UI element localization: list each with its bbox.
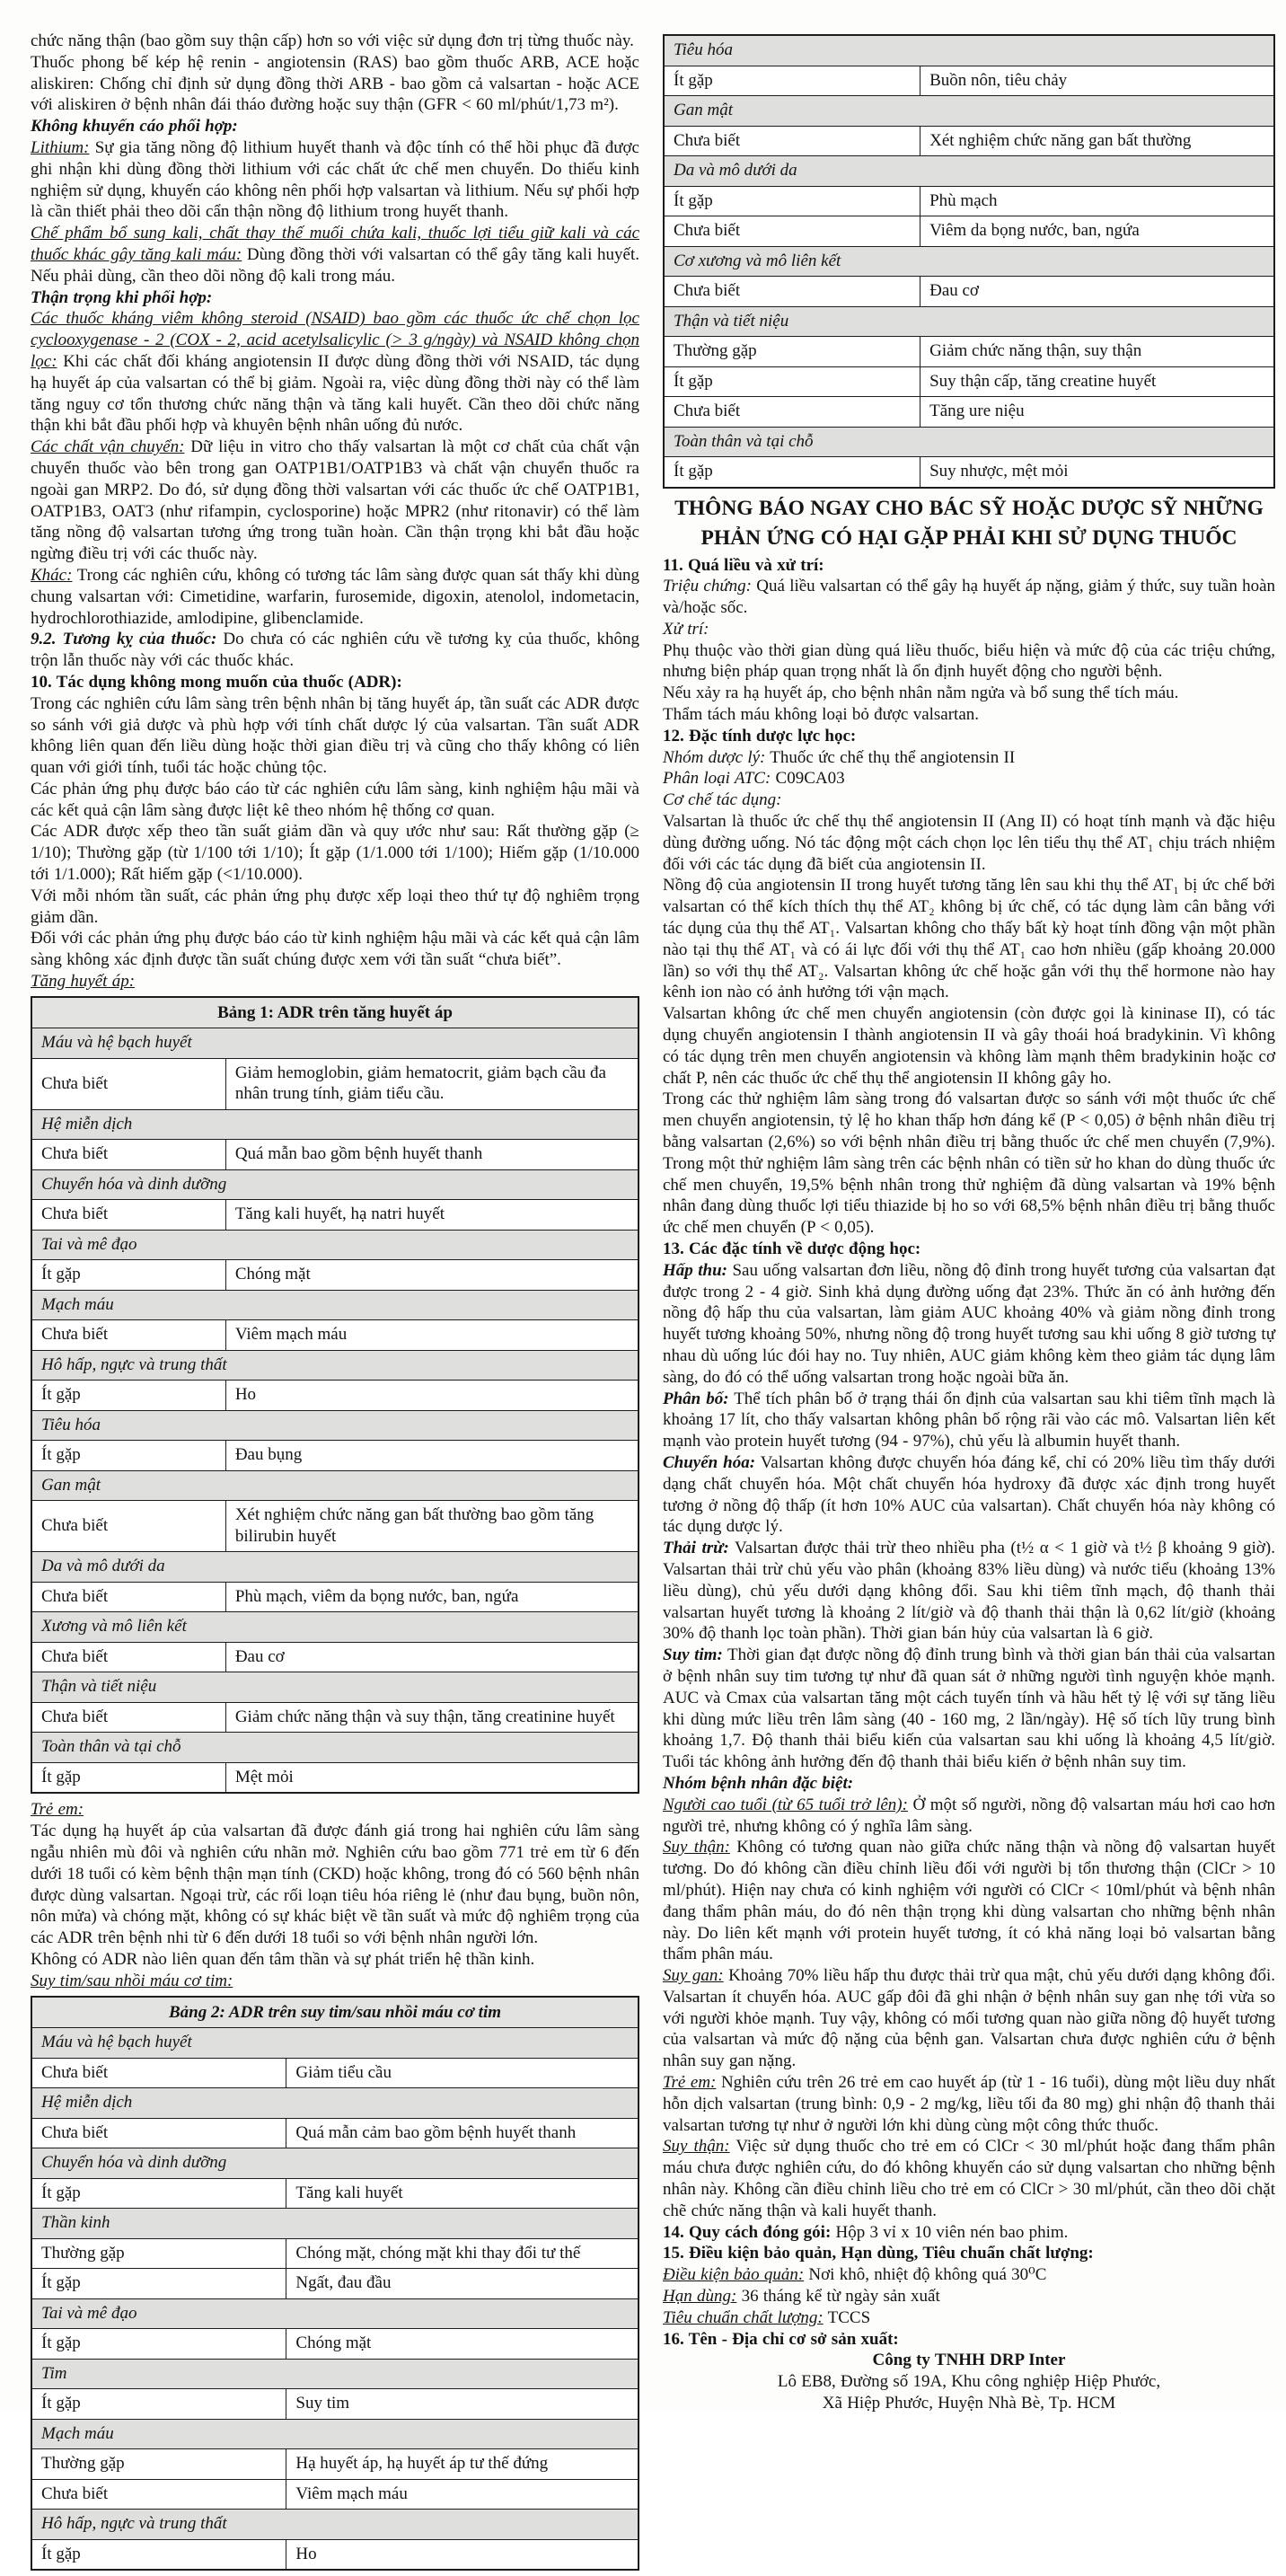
table-section-header: Gan mật <box>664 96 1274 127</box>
adr-frequency-cell: Chưa biết <box>31 1320 225 1351</box>
table-row <box>31 1702 639 1733</box>
adr-frequency-cell: Chưa biết <box>664 126 920 156</box>
table-section-header: Máu và hệ bạch huyết <box>31 2028 639 2059</box>
paragraph-lead: Chế phẩm bổ sung kali, chất thay thế muối chứa kali, thuốc lợi tiểu giữ kali và các thuốc khác gây tăng kali máu: <box>31 224 639 264</box>
table-row <box>31 2329 639 2360</box>
adr-reaction-cell: Ho <box>286 2539 639 2570</box>
table-title: Bảng 2: ADR trên suy tim/sau nhồi máu cơ tim <box>31 1997 639 2028</box>
paragraph <box>663 1389 1275 1452</box>
adr-frequency-cell: Chưa biết <box>31 1140 225 1170</box>
table-section-header: Xương và mô liên kết <box>31 1612 639 1643</box>
table-section-row <box>31 2298 639 2329</box>
table-section-header: Mạch máu <box>31 1290 639 1320</box>
table-section-row <box>31 1612 639 1643</box>
table-section-header: Máu và hệ bạch huyết <box>31 1028 639 1059</box>
paragraph: Trong các thử nghiệm lâm sàng trong đó valsartan được so sánh với một thuốc ức chế men chuyển angiotensin, tỷ lệ ho khan thấp hơn đáng kể (P < 0,05) ở bệnh nhân điều trị bằng valsartan (2,6%) so với bệnh nhân điều trị bằng thuốc ức chế men chuyển (7,9%). Trong một thử nghiệm lâm sàng trên các bệnh nhân có tiền sử ho khan do dùng thuốc ức chế men chuyển, 19,5% bệnh nhân trong thử nghiệm đã dùng valsartan và 19% bệnh nhân đang dùng thuốc lợi tiểu thiazide bị ho so với 68,5% bệnh nhân điều trị bằng thuốc ức chế men chuyển (P < 0,05). <box>663 1090 1275 1238</box>
paragraph <box>31 137 639 223</box>
adr-reaction-cell: Viêm da bọng nước, ban, ngứa <box>920 216 1274 247</box>
table-section-row <box>31 2419 639 2449</box>
adr-reaction-cell: Giảm chức năng thận, suy thận <box>920 337 1274 367</box>
table-section-header: Tiêu hóa <box>31 1410 639 1441</box>
paragraph-text: TCCS <box>827 2307 871 2327</box>
table-section-row <box>31 1470 639 1501</box>
table-row <box>31 1058 639 1109</box>
section-heading: Cơ chế tác dụng: <box>663 790 782 810</box>
paragraph <box>31 629 639 672</box>
paragraph: Đối với các phản ứng phụ được báo cáo từ kinh nghiệm hậu mãi và các kết quả cận lâm sàng không xác định được tần suất chúng được xem với tần suất “chưa biết”. <box>31 929 639 970</box>
paragraph-text: Thể tích phân bố ở trạng thái ổn định của valsartan sau khi tiêm tĩnh mạch là khoảng 17 lít, cho thấy valsartan không phân bố rộng rãi vào các mô. Valsartan liên kết mạnh vào protein huyết tương (94 - 97%), chủ yếu là albumin huyết thanh. <box>663 1389 1275 1451</box>
table-section-row <box>31 2028 639 2059</box>
table-row <box>31 1320 639 1351</box>
table-row <box>664 337 1274 367</box>
adr-frequency-cell: Chưa biết <box>31 1501 225 1552</box>
adr-reaction-cell: Tăng kali huyết <box>286 2178 639 2209</box>
table-section-header: Tai và mê đạo <box>31 2298 639 2329</box>
table-row <box>31 1582 639 1612</box>
adr-table-bang-2-tiep-theo <box>663 34 1275 489</box>
adr-frequency-cell: Chưa biết <box>664 216 920 247</box>
section-heading: 13. Các đặc tính về dược động học: <box>663 1239 921 1258</box>
paragraph: Lô EB8, Đường số 19A, Khu công nghiệp Hiệp Phước, <box>777 2372 1161 2392</box>
table-section-row <box>31 1672 639 1703</box>
table-section-header: Da và mô dưới da <box>31 1552 639 1583</box>
section-heading: Tăng huyết áp: <box>31 972 136 992</box>
adr-reaction-cell: Giảm chức năng thận và suy thận, tăng creatinine huyết <box>225 1702 639 1733</box>
adr-frequency-cell: Ít gặp <box>664 457 920 488</box>
table-row <box>664 186 1274 216</box>
paragraph-text: Dữ liệu in vitro cho thấy valsartan là một cơ chất của chất vận chuyển thuốc vào bên trong gan OATP1B1/OATP1B3 và chất vận chuyển thuốc ra ngoài gan MRP2. Do đó, sử dụng đồng thời valsartan với các thuốc ức chế OATP1B1, OATP1B3, OAT3 (như rifampin, cyclosporine) hoặc MPR2 (như ritonavir) có thể làm tăng nồng độ valsartan tương ứng trong tuần hoàn. Cần thận trọng khi bắt đầu hoặc ngừng điều trị với các thuốc này. <box>31 437 639 564</box>
paragraph-lead: Khác: <box>31 565 73 585</box>
adr-reaction-cell: Phù mạch <box>920 186 1274 216</box>
table-section-header: Tai và mê đạo <box>31 1230 639 1260</box>
table-row <box>664 457 1274 488</box>
table-section-row <box>664 156 1274 187</box>
adr-reaction-cell: Xét nghiệm chức năng gan bất thường bao gồm tăng bilirubin huyết <box>225 1501 639 1552</box>
adr-reaction-cell: Buồn nôn, tiêu chảy <box>920 66 1274 96</box>
paragraph-text: Dùng đồng thời với valsartan có thể gây tăng kali huyết. Nếu phải dùng, cần theo dõi nồng độ kali trong máu. <box>31 244 639 286</box>
table-section-header: Cơ xương và mô liên kết <box>664 246 1274 277</box>
paragraph-lead: Các chất vận chuyển: <box>31 437 185 457</box>
paragraph: Với mỗi nhóm tần suất, các phản ứng phụ được xếp loại theo thứ tự độ nghiêm trọng giảm dần. <box>31 886 639 927</box>
adr-frequency-cell: Thường gặp <box>31 2238 286 2269</box>
adr-frequency-cell: Ít gặp <box>31 2389 286 2420</box>
table-row <box>664 216 1274 247</box>
table-title: Bảng 1: ADR trên tăng huyết áp <box>31 997 639 1028</box>
table-section-header: Chuyển hóa và dinh dưỡng <box>31 2148 639 2179</box>
adr-reaction-cell: Viêm mạch máu <box>286 2479 639 2510</box>
paragraph: Valsartan không ức chế men chuyển angiotensin (còn được gọi là kininase II), có tác dụng chuyển angiotensin I thành angiotensin II và gây thoái hoá bradykinin. Vì không có tác dụng trên men chuyển angiotensin và không làm mạnh thêm bradykinin hoặc cơ chất P, nên các thuốc ức chế thụ thể angiotensin II không gây ho. <box>663 1004 1275 1088</box>
section-heading: 16. Tên - Địa chỉ cơ sở sản xuất: <box>663 2329 899 2349</box>
table-section-row <box>31 1230 639 1260</box>
paragraph-text: Khi các chất đối kháng angiotensin II được dùng đồng thời với NSAID, tác dụng hạ huyết áp của valsartan có thể bị giảm. Ngoài ra, việc dùng đồng thời này có thể làm tăng nguy cơ tổn thương chức năng thận và tăng kali huyết. Cần theo dõi chức năng thận khi bắt đầu phối hợp và khuyên bệnh nhân uống đủ nước. <box>31 351 640 436</box>
table-section-header: Gan mật <box>31 1470 639 1501</box>
paragraph <box>663 1260 1275 1389</box>
adr-reaction-cell: Viêm mạch máu <box>225 1320 639 1351</box>
paragraph-lead: Triệu chứng: <box>663 577 753 596</box>
adr-table-bang-2 <box>31 1996 639 2572</box>
adr-reaction-cell: Phù mạch, viêm da bọng nước, ban, ngứa <box>225 1582 639 1612</box>
section-heading: Trẻ em: <box>31 1800 84 1820</box>
paragraph-text: Valsartan không được chuyển hóa đáng kể, chỉ có 20% liều tìm thấy dưới dạng chất chuyển hóa. Một chất chuyển hóa hydroxy đã được xác định trong huyết tương ở nồng độ thấp (ít hơn 10% AUC của valsartan). Chất chuyển hóa này không có tác dụng dược lý. <box>663 1452 1275 1537</box>
table-section-header: Hô hấp, ngực và trung thất <box>31 2510 639 2540</box>
adr-frequency-cell: Chưa biết <box>31 1582 225 1612</box>
table-row <box>664 366 1274 397</box>
section-heading: Thận trọng khi phối hợp: <box>31 287 213 307</box>
paragraph <box>663 2264 1275 2286</box>
adr-reaction-cell: Giảm hemoglobin, giảm hematocrit, giảm bạch cầu đa nhân trung tính, giảm tiểu cầu. <box>225 1058 639 1109</box>
paragraph-lead: Suy gan: <box>663 1966 724 1986</box>
adr-frequency-cell: Ít gặp <box>31 2178 286 2209</box>
right-column <box>663 31 1275 2414</box>
paragraph-lead: Các thuốc kháng viêm không steroid (NSAID) bao gồm các thuốc ức chế chọn lọc cyclooxygenase - 2 (COX - 2, acid acetylsalicylic (> 3 g/ngày) và NSAID không chọn lọc: <box>31 309 639 371</box>
adr-reaction-cell: Suy thận cấp, tăng creatine huyết <box>920 366 1274 397</box>
adr-table-bang-1 <box>31 996 639 1795</box>
paragraph-text: Sự gia tăng nồng độ lithium huyết thanh và độc tính có thể hồi phục đã được ghi nhận khi dùng đồng thời lithium với các chất ức chế men chuyển. Do thiếu kinh nghiệm sử dụng, khuyến cáo không nên phối hợp valsartan và lithium. Nếu sự phối hợp là cần thiết phải theo dõi cẩn thận nồng độ lithium trong huyết thanh. <box>31 137 639 222</box>
table-section-header: Tim <box>31 2359 639 2389</box>
section-heading: Nhóm bệnh nhân đặc biệt: <box>663 1773 854 1793</box>
paragraph <box>663 576 1275 619</box>
paragraph-lead: Hạn dùng: <box>663 2287 737 2307</box>
adr-frequency-cell: Chưa biết <box>31 2479 286 2510</box>
adr-frequency-cell: Ít gặp <box>31 1762 225 1793</box>
table-row <box>31 2539 639 2570</box>
adr-reaction-cell: Xét nghiệm chức năng gan bất thường <box>920 126 1274 156</box>
table-section-header: Hệ miễn dịch <box>31 1109 639 1140</box>
paragraph-lead: Trẻ em: <box>663 2073 717 2093</box>
adr-reaction-cell: Đau cơ <box>225 1642 639 1672</box>
paragraph-text: Thời gian đạt được nồng độ đỉnh trung bình và thời gian bán thải của valsartan ở bệnh nhân suy tim tương tự như đã quan sát ở những người tình nguyện khỏe mạnh. AUC và Cmax của valsartan tăng một cách tuyến tính và hầu hết tỷ lệ với sự tăng liều khi dùng mức liều trên lâm sàng (40 - 160 mg, 2 lần/ngày). Hệ số tích lũy trung bình khoảng 1,7. Độ thanh thải biểu kiến của valsartan sau khi uống là khoảng 4,5 lít/giờ. Tuổi tác không ảnh hưởng đến độ thanh thải biểu kiến ở bệnh nhân suy tim. <box>663 1645 1275 1772</box>
paragraph <box>663 2307 1275 2329</box>
paragraph <box>663 1645 1275 1773</box>
paragraph: Thuốc phong bế kép hệ renin - angiotensin (RAS) bao gồm thuốc ARB, ACE hoặc aliskiren: Chống chỉ định sử dụng đồng thời ARB - bao gồm cả valsartan - hoặc ACE với aliskiren ở bệnh nhân đái tháo đường hoặc suy thận (GFR < 60 ml/phút/1,73 m²). <box>31 52 639 115</box>
two-column-layout <box>31 31 1275 2576</box>
table-row <box>664 277 1274 307</box>
adr-frequency-cell: Ít gặp <box>664 366 920 397</box>
table-row <box>31 2178 639 2209</box>
table-section-row <box>664 35 1274 66</box>
table-row <box>31 2479 639 2510</box>
paragraph <box>663 1837 1275 1965</box>
table-section-header: Hô hấp, ngực và trung thất <box>31 1350 639 1381</box>
paragraph: Các ADR được xếp theo tần suất giảm dần và quy ước như sau: Rất thường gặp (≥ 1/10); Thường gặp (từ 1/100 tới 1/10); Ít gặp (1/1.000 tới 1/100); Hiếm gặp (1/10.000 tới 1/1.000); Rất hiếm gặp (<1/10.000). <box>31 822 639 885</box>
section-heading: 15. Điều kiện bảo quản, Hạn dùng, Tiêu chuẩn chất lượng: <box>663 2244 1094 2263</box>
paragraph-text: Không có tương quan nào giữa chức năng thận và nồng độ valsartan huyết tương. Do đó không cần điều chỉnh liều đối với người bị tổn thương thận (ClCr > 10 ml/phút). Hiện nay chưa có kinh nghiệm với người có ClCr < 10ml/phút và bệnh nhân đang thẩm phân máu, do đó nên thận trọng khi dùng valsartan cho những bệnh nhân này. Do liên kết mạnh với protein huyết tương, ít có khả năng loại bỏ valsartan bằng thẩm phân máu. <box>663 1838 1276 1964</box>
adr-frequency-cell: Ít gặp <box>664 66 920 96</box>
table-section-row <box>31 1028 639 1059</box>
adr-reaction-cell: Chóng mặt <box>225 1260 639 1291</box>
adr-reaction-cell: Suy tim <box>286 2389 639 2420</box>
paragraph-lead: Thải trừ: <box>663 1539 729 1558</box>
adr-reaction-cell: Quá mẫn cảm bao gồm bệnh huyết thanh <box>286 2118 639 2148</box>
table-section-header: Da và mô dưới da <box>664 156 1274 187</box>
table-row <box>31 2118 639 2148</box>
adr-reaction-cell: Tăng ure niệu <box>920 397 1274 428</box>
table-section-row <box>664 246 1274 277</box>
table-section-header: Toàn thân và tại chỗ <box>664 427 1274 457</box>
adr-frequency-cell: Ít gặp <box>31 2329 286 2360</box>
paragraph <box>31 565 639 629</box>
paragraph <box>663 1538 1275 1645</box>
adr-frequency-cell: Chưa biết <box>31 1200 225 1231</box>
paragraph: Xã Hiệp Phước, Huyện Nhà Bè, Tp. HCM <box>822 2394 1116 2413</box>
paragraph <box>663 1965 1275 2072</box>
table-section-row <box>31 1169 639 1200</box>
paragraph: Phụ thuộc vào thời gian dùng quá liều thuốc, biểu hiện và mức độ của các triệu chứng, nhưng biện pháp quan trọng nhất là ổn định huyết động cho người bệnh. <box>663 640 1275 682</box>
table-section-row <box>31 2510 639 2540</box>
paragraph <box>663 1795 1275 1838</box>
table-row <box>664 397 1274 428</box>
paragraph: Nồng độ của angiotensin II trong huyết tương tăng lên sau khi thụ thể AT₁ bị ức chế bởi valsartan có thể kích thích thụ thể AT₂ không bị ức chế, có tác dụng làm cân bằng với tác dụng của thụ thể AT₁. Valsartan không cho thấy bất kỳ hoạt tính đồng vận một phần nào tại thụ thể AT₁ và có ái lực đối với thụ thể AT₁ cao hơn nhiều (gấp khoảng 20.000 lần) so với thụ thể AT₂. Valsartan không ức chế hoặc gắn với thụ thể hormone nào hay kênh ion nào có ảnh hưởng tới vận mạch. <box>663 876 1275 1002</box>
paragraph-lead: Suy thận: <box>663 2137 730 2157</box>
paragraph: Nếu xảy ra hạ huyết áp, cho bệnh nhân nằm ngửa và bổ sung thể tích máu. <box>663 684 1179 703</box>
paragraph <box>31 437 639 565</box>
table-section-row <box>31 2088 639 2119</box>
paragraph-text: Ở một số người, nồng độ valsartan máu hơi cao hơn người trẻ, nhưng không có ý nghĩa lâm sàng. <box>663 1795 1276 1836</box>
paragraph <box>663 2072 1275 2136</box>
table-section-header: Thận và tiết niệu <box>664 306 1274 337</box>
paragraph-lead: Người cao tuổi (từ 65 tuổi trở lên): <box>663 1795 908 1814</box>
table-row <box>31 1200 639 1231</box>
paragraph-text: Nơi khô, nhiệt độ không quá 30⁰C <box>808 2265 1047 2285</box>
adr-frequency-cell: Ít gặp <box>664 186 920 216</box>
table-row <box>31 2389 639 2420</box>
table-section-row <box>31 2148 639 2179</box>
paragraph-text: Sau uống valsartan đơn liều, nồng độ đỉnh trong huyết tương của valsartan đạt được trong 2 - 4 giờ. Sinh khả dụng đường uống đạt 23%. Thức ăn có ảnh hưởng đến nồng độ hấp thu của valsartan, làm giảm AUC khoảng 40% và giảm nồng đỉnh trong huyết tương khoảng 50%, nhưng nồng độ trong huyết tương sau khi uống 8 giờ tương tự nhau dù uống lúc đói hay no. Tuy nhiên, AUC giảm không kèm theo giảm tác dụng lâm sàng, do đó có thể uống valsartan trong hoặc ngoài bữa ăn. <box>663 1260 1275 1387</box>
adr-frequency-cell: Chưa biết <box>664 277 920 307</box>
paragraph-lead: 14. Quy cách đóng gói: <box>663 2222 832 2242</box>
table-row <box>31 2238 639 2269</box>
paragraph <box>31 308 639 437</box>
paragraph-lead: 9.2. Tương kỵ của thuốc: <box>31 630 217 649</box>
adr-frequency-cell: Ít gặp <box>31 1441 225 1471</box>
table-section-header: Thận và tiết niệu <box>31 1672 639 1703</box>
table-row <box>31 1642 639 1672</box>
paragraph <box>663 1452 1275 1538</box>
paragraph-text: Trong các nghiên cứu, không có tương tác lâm sàng được quan sát thấy khi dùng chung valsartan với: Cimetidine, warfarin, furosemide, digoxin, atenolol, indometacin, hydrochlorothiazide, amlodipine, glibenclamide. <box>31 565 639 628</box>
table-section-row <box>31 1410 639 1441</box>
paragraph <box>663 2222 1275 2244</box>
table-section-header: Hệ miễn dịch <box>31 2088 639 2119</box>
table-section-row <box>31 1350 639 1381</box>
paragraph-lead: Phân loại ATC: <box>663 769 771 789</box>
section-heading: 12. Đặc tính dược lực học: <box>663 726 857 745</box>
left-column <box>31 31 639 2576</box>
table-row <box>31 2058 639 2088</box>
adr-reaction-cell: Tăng kali huyết, hạ natri huyết <box>225 1200 639 1231</box>
paragraph: Không có ADR nào liên quan đến tâm thần và sự phát triển hệ thần kinh. <box>31 1949 535 1969</box>
adr-reaction-cell: Chóng mặt, chóng mặt khi thay đổi tư thế <box>286 2238 639 2269</box>
paragraph: chức năng thận (bao gồm suy thận cấp) hơn so với việc sử dụng đơn trị từng thuốc này. <box>31 31 634 50</box>
adr-reaction-cell: Giảm tiểu cầu <box>286 2058 639 2088</box>
section-heading: 10. Tác dụng không mong muốn của thuốc (ADR): <box>31 672 402 692</box>
table-row <box>31 1762 639 1793</box>
table-row <box>31 1140 639 1170</box>
adr-frequency-cell: Ít gặp <box>31 1260 225 1291</box>
paragraph-lead: Điều kiện bảo quản: <box>663 2265 805 2285</box>
table-section-row <box>31 2209 639 2239</box>
table-row <box>31 1260 639 1291</box>
paragraph-text: Khoảng 70% liều hấp thu được thải trừ qua mật, chủ yếu dưới dạng không đổi. Valsartan ít chuyển hóa. AUC gấp đôi đã ghi nhận ở bệnh nhân suy gan nhẹ tới vừa so với người khỏe mạnh. Tuy vậy, không có mối tương quan nào giữa nồng độ huyết tương của valsartan và mức độ nặng của bệnh gan. Valsartan chưa được nghiên cứu ở bệnh nhân suy gan nặng. <box>663 1966 1276 2071</box>
adr-reaction-cell: Đau bụng <box>225 1441 639 1471</box>
adr-frequency-cell: Chưa biết <box>31 2058 286 2088</box>
table-section-header: Toàn thân và tại chỗ <box>31 1733 639 1763</box>
paragraph-text: C09CA03 <box>775 769 845 789</box>
adr-frequency-cell: Chưa biết <box>31 1702 225 1733</box>
paragraph-text: Việc sử dụng thuốc cho trẻ em có ClCr < 30 ml/phút hoặc đang thẩm phân máu chưa được nghiên cứu, do đó không khuyến cáo sử dụng valsartan cho những bệnh nhân này. Không cần điều chỉnh liều cho trẻ em có ClCr > 30 ml/phút, cần theo dõi chặt chẽ chức năng thận và kali huyết thanh. <box>663 2137 1275 2220</box>
paragraph: Trong các nghiên cứu lâm sàng trên bệnh nhân bị tăng huyết áp, tần suất các ADR được so sánh với giả dược và phù hợp với tính chất dược lý của valsartan. Tần suất ADR không liên quan đến liều dùng hoặc thời gian điều trị và cũng cho thấy không có liên quan với giới tính, tuổi tác hoặc chủng tộc. <box>31 693 639 778</box>
paragraph-lead: Tiêu chuẩn chất lượng: <box>663 2307 824 2327</box>
table-row <box>31 2269 639 2299</box>
paragraph-lead: Suy thận: <box>663 1838 730 1857</box>
adr-reaction-cell: Quá mẫn bao gồm bệnh huyết thanh <box>225 1140 639 1170</box>
paragraph-text: Do chưa có các nghiên cứu về tương kỵ của thuốc, không trộn lẫn thuốc này với các thuốc khác. <box>31 630 639 671</box>
adr-frequency-cell: Ít gặp <box>31 2269 286 2299</box>
paragraph-lead: Phân bố: <box>663 1389 729 1408</box>
adr-frequency-cell: Thường gặp <box>31 2449 286 2480</box>
paragraph-lead: Lithium: <box>31 137 90 157</box>
table-row <box>664 66 1274 96</box>
table-section-row <box>31 1552 639 1583</box>
table-row <box>31 1441 639 1471</box>
table-section-row <box>664 306 1274 337</box>
table-row <box>31 2449 639 2480</box>
paragraph <box>663 2136 1275 2221</box>
adr-reaction-cell: Mệt mỏi <box>225 1762 639 1793</box>
paragraph: Các phản ứng phụ được báo cáo từ các nghiên cứu lâm sàng, kinh nghiệm hậu mãi và các kết quả cận lâm sàng được liệt kê theo nhóm hệ thống cơ quan. <box>31 779 639 820</box>
adr-frequency-cell: Ít gặp <box>31 2539 286 2570</box>
paragraph-text: Thuốc ức chế thụ thể angiotensin II <box>770 747 1016 767</box>
adr-reaction-cell: Hạ huyết áp, hạ huyết áp tư thế đứng <box>286 2449 639 2480</box>
adr-frequency-cell: Thường gặp <box>664 337 920 367</box>
section-heading: Xử trí: <box>663 619 709 639</box>
paragraph-text: Hộp 3 vỉ x 10 viên nén bao phim. <box>835 2222 1069 2242</box>
adr-reaction-cell: Suy nhược, mệt mỏi <box>920 457 1274 488</box>
adr-frequency-cell: Ít gặp <box>31 1381 225 1411</box>
adr-reaction-cell: Chóng mặt <box>286 2329 639 2360</box>
paragraph-text: Valsartan được thải trừ theo nhiều pha (t½ α < 1 giờ và t½ β khoảng 9 giờ). Valsartan thải trừ chủ yếu vào phân (khoảng 83% liều dùng) và nước tiểu (khoảng 13% liều dùng), chủ yếu dưới dạng không đổi. Sau khi tiêm tĩnh mạch, độ thanh thải valsartan huyết tương là khoảng 2 lít/giờ và độ thanh thải thận là 0,62 lít/giờ (khoảng 30% độ thanh lọc toàn phần). Thời gian bán hủy của valsartan là 6 giờ. <box>663 1539 1275 1644</box>
paragraph <box>663 747 1275 769</box>
table-section-row <box>31 1109 639 1140</box>
paragraph <box>663 2286 1275 2307</box>
notice-banner: THÔNG BÁO NGAY CHO BÁC SỸ HOẶC DƯỢC SỸ NHỮNG PHẢN ỨNG CÓ HẠI GẶP PHẢI KHI SỬ DỤNG THUỐC <box>674 496 1264 550</box>
table-row <box>664 126 1274 156</box>
table-section-row <box>664 427 1274 457</box>
section-heading: Suy tim/sau nhồi máu cơ tim: <box>31 1971 233 1990</box>
table-row <box>31 1381 639 1411</box>
paragraph <box>663 768 1275 790</box>
adr-reaction-cell: Ngất, đau đầu <box>286 2269 639 2299</box>
section-heading: 11. Quá liều và xử trí: <box>663 555 824 575</box>
paragraph: Công ty TNHH DRP Inter <box>872 2351 1066 2370</box>
paragraph-text: Nghiên cứu trên 26 trẻ em cao huyết áp (từ 1 - 16 tuổi), dùng một liều duy nhất hỗn dịch valsartan (trung bình: 0,9 - 2 mg/kg, liều tối đa 80 mg) ghi nhận độ thanh thải valsartan tương tự như ở người lớn khi dùng cùng một công thức thuốc. <box>663 2073 1276 2135</box>
adr-frequency-cell: Chưa biết <box>31 1058 225 1109</box>
adr-frequency-cell: Chưa biết <box>31 1642 225 1672</box>
paragraph-lead: Nhóm dược lý: <box>663 747 766 767</box>
table-section-row <box>31 2359 639 2389</box>
table-section-header: Tiêu hóa <box>664 35 1274 66</box>
table-section-row <box>664 96 1274 127</box>
paragraph-lead: Hấp thu: <box>663 1260 727 1280</box>
adr-frequency-cell: Chưa biết <box>664 397 920 428</box>
paragraph-lead: Chuyển hóa: <box>663 1452 756 1472</box>
paragraph <box>31 223 639 287</box>
table-section-row <box>31 1733 639 1763</box>
paragraph-text: Quá liều valsartan có thể gây hạ huyết áp nặng, giảm ý thức, suy tuần hoàn và/hoặc sốc. <box>663 577 1276 618</box>
section-heading: Không khuyến cáo phối hợp: <box>31 117 238 137</box>
adr-reaction-cell: Ho <box>225 1381 639 1411</box>
adr-reaction-cell: Đau cơ <box>920 277 1274 307</box>
table-section-header: Thần kinh <box>31 2209 639 2239</box>
table-section-row <box>31 1290 639 1320</box>
adr-frequency-cell: Chưa biết <box>31 2118 286 2148</box>
paragraph: Valsartan là thuốc ức chế thụ thể angiotensin II (Ang II) có hoạt tính mạnh và đặc hiệu dùng đường uống. Nó tác động một cách chọn lọc lên tiểu thụ thể AT₁ chịu trách nhiệm đối với các tác dụng đã biết của angiotensin II. <box>663 812 1275 874</box>
table-section-header: Chuyển hóa và dinh dưỡng <box>31 1169 639 1200</box>
paragraph-lead: Suy tim: <box>663 1645 723 1665</box>
paragraph-text: 36 tháng kể từ ngày sản xuất <box>741 2287 940 2307</box>
table-row <box>31 1501 639 1552</box>
paragraph: Thẩm tách máu không loại bỏ được valsartan. <box>663 705 980 725</box>
table-section-header: Mạch máu <box>31 2419 639 2449</box>
paragraph: Tác dụng hạ huyết áp của valsartan đã được đánh giá trong hai nghiên cứu lâm sàng ngẫu nhiên mù đôi và nghiên cứu nhãn mở. Nghiên cứu bao gồm 771 trẻ em từ 6 đến dưới 18 tuổi có kèm bệnh thận mạn tính (CKD) hoặc không, trong đó có 560 bệnh nhân được dùng valsartan. Ngoại trừ, các rối loạn tiêu hóa riêng lẻ (như đau bụng, buồn nôn, nôn mửa) và chóng mặt, không có sự khác biệt về tần suất và mức độ nghiêm trọng của các ADR trên bệnh nhi từ 6 đến dưới 18 tuổi so với bệnh nhân người lớn. <box>31 1822 639 1948</box>
